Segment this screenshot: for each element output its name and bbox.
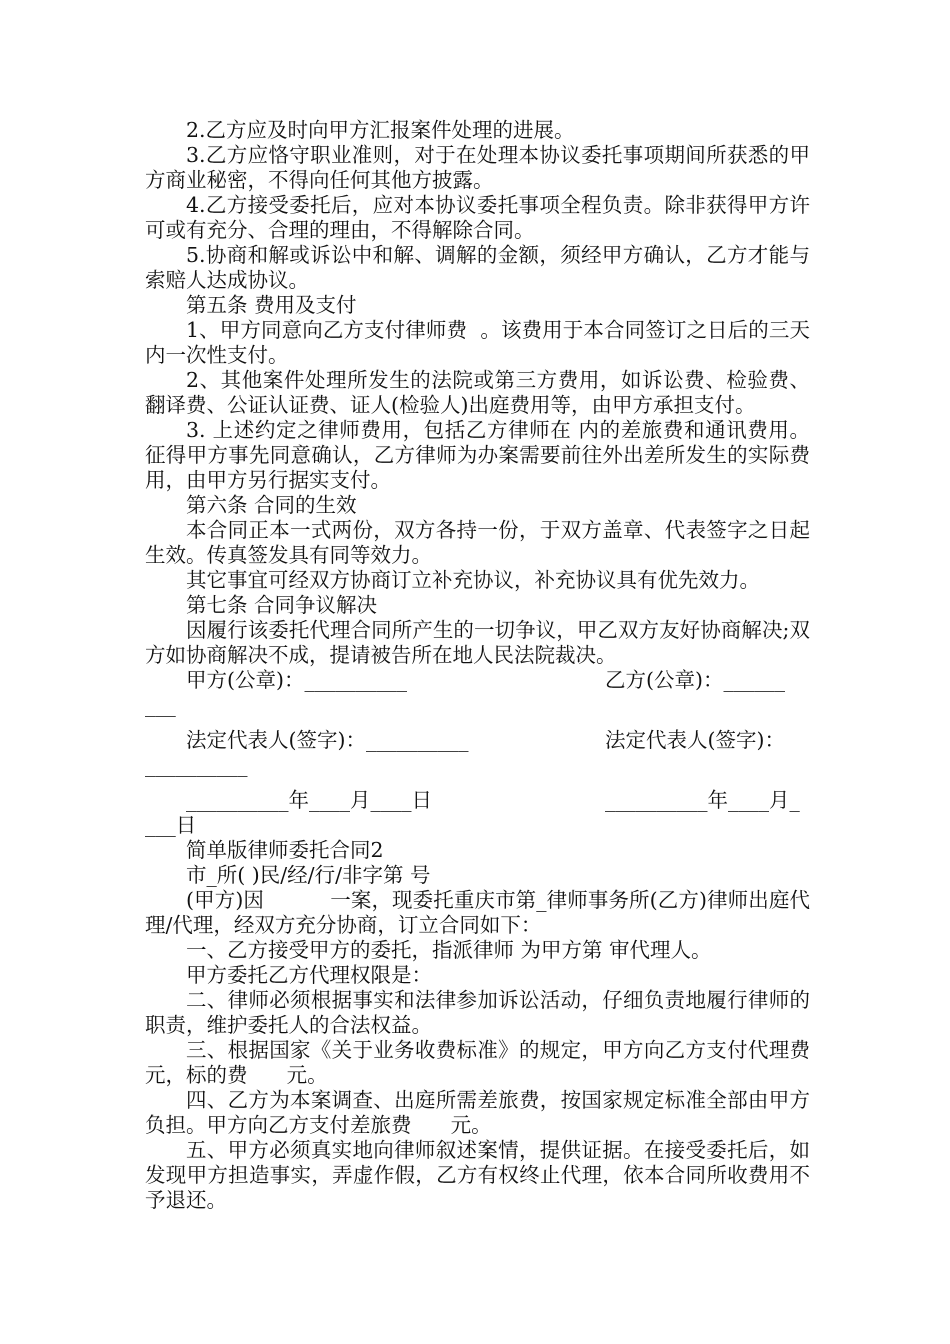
- party-b-seal: 乙方(公章)：______: [605, 668, 785, 692]
- paragraph: 三、根据国家《关于业务收费标准》的规定，甲方向乙方支付代理费 元，标的费 元。: [145, 1038, 850, 1087]
- paragraph: (甲方)因 一案，现委托重庆市第_律师事务所(乙方)律师出庭代理/代理，经双方充分协商，订立合同如下：: [145, 888, 810, 937]
- article-heading: 第六条 合同的生效: [186, 493, 357, 517]
- paragraph: 一、乙方接受甲方的委托，指派律师 为甲方第 审代理人。: [186, 938, 712, 962]
- party-b-rep: 法定代表人(签字)：: [605, 728, 785, 752]
- signature-rep-line-cont: [145, 753, 810, 778]
- paragraph: 甲方委托乙方代理权限是：: [186, 963, 432, 987]
- paragraph: 其它事宜可经双方协商订立补充协议，补充协议具有优先效力。: [186, 568, 760, 592]
- party-b-seal-cont: ___: [145, 693, 176, 717]
- paragraph: 本合同正本一式两份，双方各持一份，于双方盖章、代表签字之日起生效。传真签发具有同等效力。: [145, 518, 810, 567]
- party-a-date: __________年____月____日: [186, 788, 432, 812]
- paragraph: 2、其他案件处理所发生的法院或第三方费用，如诉讼费、检验费、翻译费、公证认证费、证人(检验人)出庭费用等，由甲方承担支付。: [145, 368, 810, 417]
- paragraph: 1、甲方同意向乙方支付律师费 。该费用于本合同签订之日后的三天内一次性支付。: [145, 318, 810, 367]
- section-title: 简单版律师委托合同2: [186, 838, 384, 862]
- party-a-rep: 法定代表人(签字)：__________: [186, 728, 469, 752]
- paragraph: 3. 上述约定之律师费用，包括乙方律师在 内的差旅费和通讯费用。征得甲方事先同意确认，乙方律师为办案需要前往外出差所发生的实际费用，由甲方另行据实支付。: [145, 418, 810, 492]
- signature-rep-line: [145, 728, 810, 753]
- party-a-seal: 甲方(公章)：__________: [186, 668, 407, 692]
- document-body: [145, 118, 850, 1213]
- article-heading: 第七条 合同争议解决: [186, 593, 378, 617]
- article-heading: 第五条 费用及支付: [186, 293, 357, 317]
- case-number: 市_所( )民/经/行/非字第 号: [186, 863, 431, 887]
- signature-date-line: [145, 788, 810, 813]
- signature-seal-line-cont: [145, 693, 810, 718]
- paragraph: 因履行该委托代理合同所产生的一切争议，甲乙双方友好协商解决;双方如协商解决不成，提请被告所在地人民法院裁决。: [145, 618, 810, 667]
- paragraph: 3.乙方应恪守职业准则，对于在处理本协议委托事项期间所获悉的甲方商业秘密，不得向任何其他方披露。: [145, 143, 810, 192]
- signature-seal-line: [145, 668, 810, 693]
- paragraph: 二、律师必须根据事实和法律参加诉讼活动，仔细负责地履行律师的职责，维护委托人的合法权益。: [145, 988, 810, 1037]
- paragraph: 四、乙方为本案调查、出庭所需差旅费，按国家规定标准全部由甲方负担。甲方向乙方支付差旅费 元。: [145, 1088, 810, 1137]
- party-b-date: __________年____月_: [605, 788, 800, 812]
- party-b-date-cont: ___日: [145, 813, 197, 837]
- paragraph: 4.乙方接受委托后，应对本协议委托事项全程负责。除非获得甲方许可或有充分、合理的理由，不得解除合同。: [145, 193, 810, 242]
- paragraph: 5.协商和解或诉讼中和解、调解的金额，须经甲方确认，乙方才能与索赔人达成协议。: [145, 243, 810, 292]
- paragraph: 2.乙方应及时向甲方汇报案件处理的进展。: [186, 118, 575, 142]
- party-b-rep-cont: __________: [145, 753, 248, 777]
- signature-date-line-cont: [145, 813, 810, 838]
- paragraph: 五、甲方必须真实地向律师叙述案情，提供证据。在接受委托后，如发现甲方担造事实，弄虚作假，乙方有权终止代理，依本合同所收费用不予退还。: [145, 1138, 810, 1212]
